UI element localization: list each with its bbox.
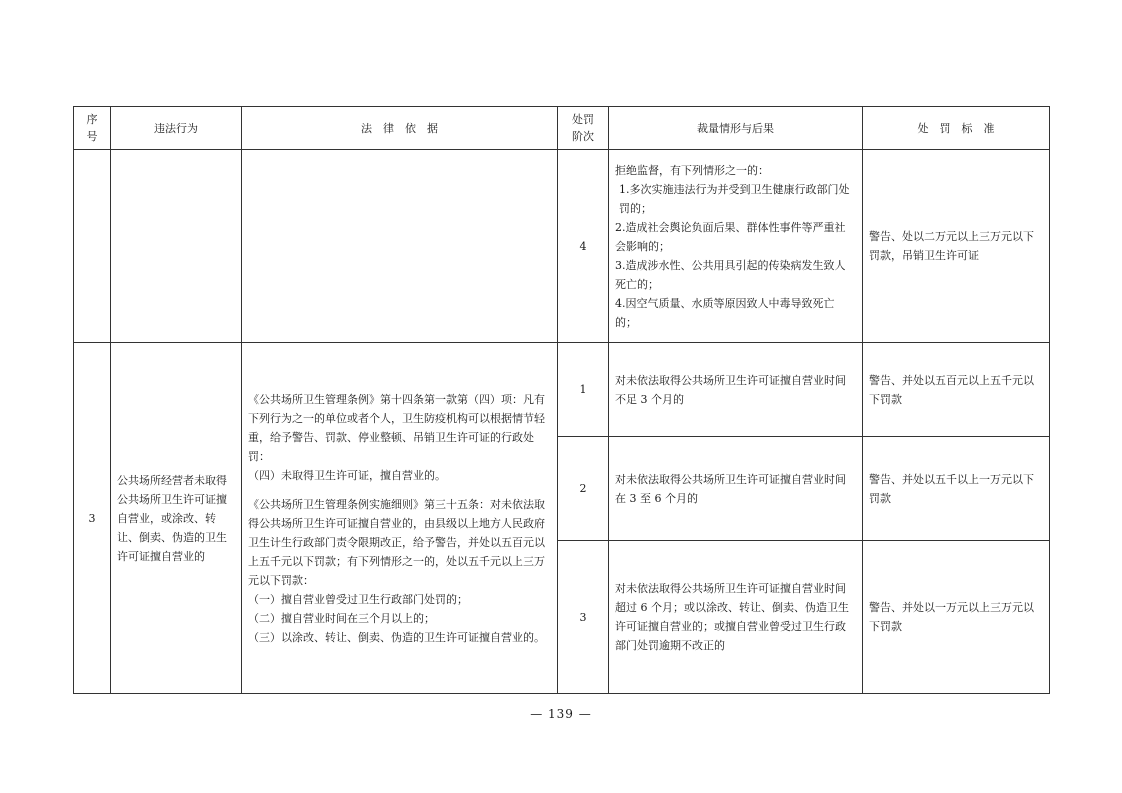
table-row — [74, 150, 1050, 343]
legal-text: 《公共场所卫生管理条例》第十四条第一款第（四）项：凡有下列行为之一的单位或者个人，卫生防疫机构可以根据情节轻重，给予警告、罚款、停业整顿、吊销卫生许可证的行政处罚： — [248, 392, 545, 463]
cell-circumstances — [609, 150, 863, 343]
cell-order: 4 — [558, 150, 609, 343]
header-legal-basis: 法 律 依 据 — [242, 107, 558, 150]
legal-text: （一）擅自营业曾受过卫生行政部门处罚的； — [248, 592, 468, 606]
cell-seq: 3 — [74, 343, 111, 694]
header-violation: 违法行为 — [111, 107, 242, 150]
header-penalty-standard: 处 罚 标 准 — [863, 107, 1050, 150]
cell-standard: 警告、并处以五千以上一万元以下罚款 — [863, 437, 1050, 541]
header-penalty-order: 处罚 阶次 — [558, 107, 609, 150]
cell-order: 1 — [558, 343, 609, 437]
cell-violation-empty — [111, 150, 242, 343]
cell-legal-empty — [242, 150, 558, 343]
circumstance-line: 2.造成社会舆论负面后果、群体性事件等严重社会影响的； — [615, 220, 846, 253]
cell-order: 2 — [558, 437, 609, 541]
legal-text: （四）未取得卫生许可证，擅自营业的。 — [248, 468, 446, 482]
cell-violation: 公共场所经营者未取得公共场所卫生许可证擅自营业，或涂改、转让、倒卖、伪造的卫生许可证擅自营业的 — [111, 343, 242, 694]
circumstance-line: 1.多次实施违法行为并受到卫生健康行政部门处罚的； — [619, 182, 850, 215]
legal-text: 《公共场所卫生管理条例实施细则》第三十五条：对未依法取得公共场所卫生许可证擅自营业的，由县级以上地方人民政府卫生计生行政部门责令限期改正，给予警告，并处以五百元以上五千元以下罚款；有下列情形之一的，处以五千元以上三万元以下罚款： — [248, 497, 545, 587]
cell-circumstances: 对未依法取得公共场所卫生许可证擅自营业时间不足 3 个月的 — [609, 343, 863, 437]
circumstance-line: 3.造成涉水性、公共用具引起的传染病发生致人死亡的； — [615, 258, 846, 291]
penalty-table — [73, 106, 1050, 694]
header-seq: 序 号 — [74, 107, 111, 150]
cell-standard: 警告、并处以一万元以上三万元以下罚款 — [863, 541, 1050, 694]
cell-circumstances: 对未依法取得公共场所卫生许可证擅自营业时间超过 6 个月；或以涂改、转让、倒卖、伪造卫生许可证擅自营业的；或擅自营业曾受过卫生行政部门处罚逾期不改正的 — [609, 541, 863, 694]
cell-standard: 警告、处以二万元以上三万元以下罚款，吊销卫生许可证 — [863, 150, 1050, 343]
page-number: — 139 — — [530, 707, 592, 721]
legal-text: （三）以涂改、转让、倒卖、伪造的卫生许可证擅自营业的。 — [248, 630, 545, 644]
table-header-row — [74, 107, 1050, 150]
table-row — [74, 343, 1050, 437]
legal-text: （二）擅自营业时间在三个月以上的； — [248, 611, 435, 625]
circumstance-line: 4.因空气质量、水质等原因致人中毒导致死亡的； — [615, 296, 835, 329]
cell-legal-basis — [242, 343, 558, 694]
header-circumstances: 裁量情形与后果 — [609, 107, 863, 150]
cell-circumstances: 对未依法取得公共场所卫生许可证擅自营业时间在 3 至 6 个月的 — [609, 437, 863, 541]
cell-order: 3 — [558, 541, 609, 694]
circumstance-line: 拒绝监督，有下列情形之一的： — [615, 163, 769, 177]
cell-standard: 警告、并处以五百元以上五千元以下罚款 — [863, 343, 1050, 437]
cell-seq-empty — [74, 150, 111, 343]
